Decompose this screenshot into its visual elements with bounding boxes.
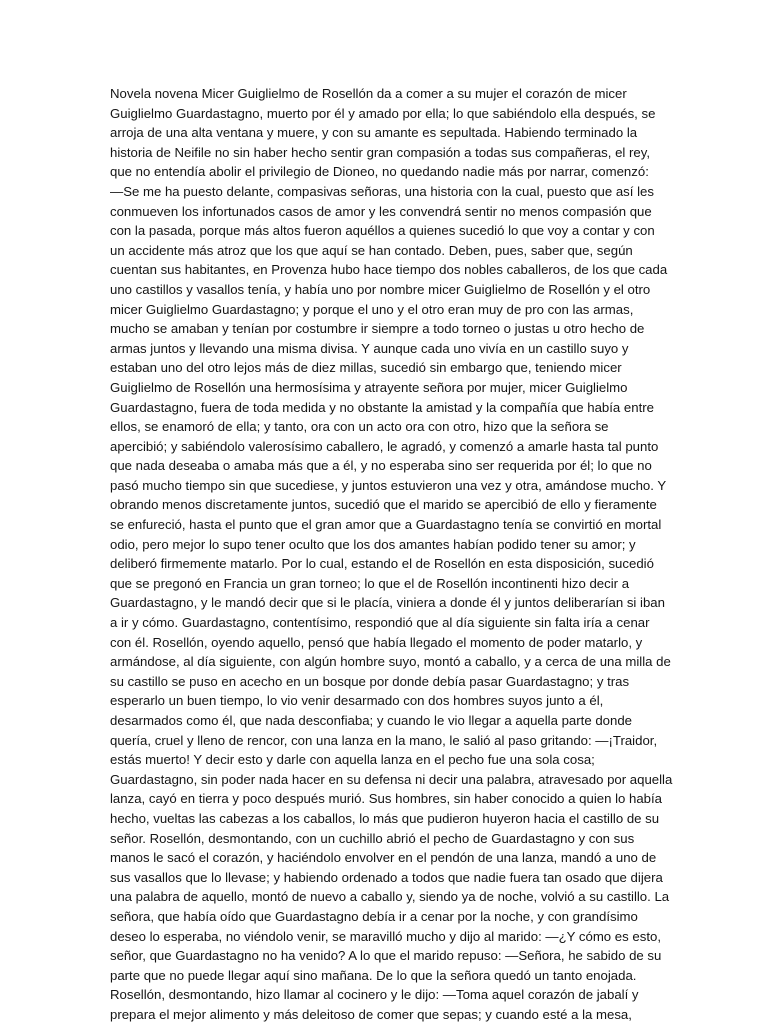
text-line: arroja de una alta ventana y muere, y con su amante es sepultada. Habiendo terminado la xyxy=(110,125,638,141)
text-line: armas juntos y llevando una misma divisa. Y aunque cada uno vivía en un castillo suyo y xyxy=(110,340,629,356)
text-line: una palabra de aquello, montó de nuevo a caballo y, siendo ya de noche, volvió a su castillo. La xyxy=(110,889,670,905)
text-line: que no entendía abolir el privilegio de Dioneo, no quedando nadie más por narrar, comenzó: xyxy=(110,164,649,180)
body-text xyxy=(110,84,673,1025)
text-line: que se pregonó en Francia un gran torneo; lo que el de Rosellón incontinenti hizo decir a xyxy=(110,575,630,591)
text-line: con él. Rosellón, oyendo aquello, pensó que había llegado el momento de poder matarlo, y xyxy=(110,634,643,650)
text-line: Guiglielmo de Rosellón una hermosísima y atrayente señora por mujer, micer Guiglielmo xyxy=(110,379,628,395)
text-line: deseo lo esperaba, no viéndolo venir, se maravilló mucho y dijo al marido: —¿Y cómo es esto, xyxy=(110,928,661,944)
text-line: conmueven los infortunados casos de amor y les convendrá sentir no menos compasión que xyxy=(110,203,652,219)
text-line: historia de Neifile no sin haber hecho sentir gran compasión a todas sus compañeras, el rey, xyxy=(110,144,651,160)
text-line: lanza, cayó en tierra y poco después murió. Sus hombres, sin haber conocido a quien lo había xyxy=(110,791,663,807)
text-line: Guardastagno, sin poder nada hacer en su defensa ni decir una palabra, atravesado por aquella xyxy=(110,771,673,787)
text-line: Guiglielmo Guardastagno, muerto por él y amado por ella; lo que sabiéndolo ella después, se xyxy=(110,105,656,121)
text-line: desarmados como él, que nada desconfiaba; y cuando le vio llegar a aquella parte donde xyxy=(110,713,632,728)
text-line: hecho, vueltas las cabezas a los caballos, lo más que pudieron huyeron hacia el castillo de su xyxy=(110,810,660,826)
text-line: estás muerto! Y decir esto y darle con aquella lanza en el pecho fue una sola cosa; xyxy=(110,752,595,768)
text-line: odio, pero mejor lo supo tener oculto que los dos amantes habían podido tener su amor; y xyxy=(110,536,636,552)
text-line: deliberó firmemente matarlo. Por lo cual, estando el de Rosellón en esta disposición, sucedió xyxy=(110,556,654,572)
text-line: su castillo se puso en acecho en un bosque por donde debía pasar Guardastagno; y tras xyxy=(110,673,630,689)
text-line: uno castillos y vasallos tenía, y había uno por nombre micer Guiglielmo de Rosellón y el otro xyxy=(110,281,651,297)
text-line: cuentan sus habitantes, en Provenza hubo hace tiempo dos nobles caballeros, de los que cada xyxy=(110,262,668,278)
text-line: señora, que había oído que Guardastagno debía ir a cenar por la noche, y con grandísimo xyxy=(110,908,638,924)
text-line: Guardastagno, fuera de toda medida y no obstante la amistad y la compañía que había entre xyxy=(110,399,654,415)
text-line: pasó mucho tiempo sin que sucediese, y juntos estuvieron una vez y otra, amándose mucho. Y xyxy=(110,477,667,493)
text-line: parte que no puede llegar aquí sino mañana. De lo que la señora quedó un tanto enojada. xyxy=(110,967,637,983)
text-line: con la pasada, porque más altos fueron aquéllos a quienes sucedió lo que voy a contar y con xyxy=(110,223,655,239)
text-line: Rosellón, desmontando, hizo llamar al cocinero y le dijo: —Toma aquel corazón de jabalí y xyxy=(110,987,639,1003)
text-line: micer Guiglielmo Guardastagno; y porque el uno y el otro eran muy de pro con las armas, xyxy=(110,301,634,317)
text-line: esperarlo un buen tiempo, lo vio venir desarmado con dos hombres suyos junto a él, xyxy=(110,693,604,709)
text-line: apercibió; y sabiéndolo valerosísimo caballero, le agradó, y comenzó a amarle hasta tal punto xyxy=(110,438,659,454)
text-line: armándose, al día siguiente, con algún hombre suyo, montó a caballo, y a cerca de una milla de xyxy=(110,654,671,670)
text-line: se enfureció, hasta el punto que el gran amor que a Guardastagno tenía se convirtió en mortal xyxy=(110,517,662,533)
text-line: sus vasallos que lo llevase; y habiendo ordenado a todos que nadie fuera tan osado que dijera xyxy=(110,869,663,885)
text-line: Novela novena Micer Guiglielmo de Rosellón da a comer a su mujer el corazón de micer xyxy=(110,86,627,101)
text-line: manos le sacó el corazón, y haciéndolo envolver en el pendón de una lanza, mandó a uno de xyxy=(110,850,657,866)
text-line: estaban uno del otro lejos más de diez millas, sucedió sin embargo que, teniendo micer xyxy=(110,360,622,376)
text-line: mucho se amaban y tenían por costumbre ir siempre a todo torneo o justas u otro hecho de xyxy=(110,321,645,337)
text-line: que nada deseaba o amaba más que a él, y no esperaba sino ser requerida por él; lo que no xyxy=(110,458,652,474)
text-line: un accidente más atroz que los que aquí se han contado. Deben, pues, saber que, según xyxy=(110,242,633,258)
text-line: ellos, se enamoró de ella; y tanto, ora con un acto ora con otro, hizo que la señora se xyxy=(110,419,609,435)
text-line: prepara el mejor alimento y más deleitoso de comer que sepas; y cuando esté a la mesa, xyxy=(110,1006,632,1022)
text-line: señor. Rosellón, desmontando, con un cuchillo abrió el pecho de Guardastagno y con sus xyxy=(110,830,635,846)
text-line: Guardastagno, y le mandó decir que si le placía, viniera a donde él y juntos deliberarían si iban xyxy=(110,595,665,611)
text-line: quería, cruel y lleno de rencor, con una lanza en la mano, le salió al paso gritando: —¡Traidor, xyxy=(110,732,658,748)
text-line: a ir y cómo. Guardastagno, contentísimo, respondió que al día siguiente sin falta iría a cenar xyxy=(110,615,650,631)
text-line: obrando menos discretamente juntos, sucedió que el marido se apercibió de ello y fieramente xyxy=(110,497,657,513)
text-line: señor, que Guardastagno no ha venido? A lo que el marido repuso: —Señora, he sabido de su xyxy=(110,948,662,964)
text-line: —Se me ha puesto delante, compasivas señoras, una historia con la cual, puesto que así les xyxy=(110,183,654,199)
